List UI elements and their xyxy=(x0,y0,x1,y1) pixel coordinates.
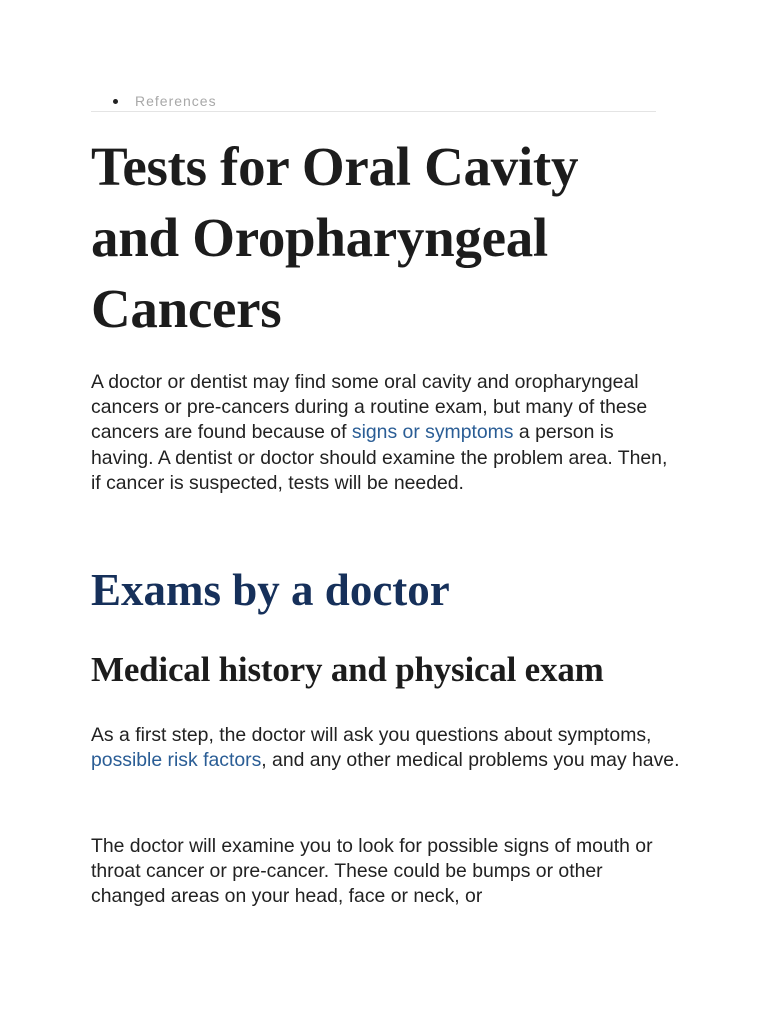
subsection-heading-medical-history: Medical history and physical exam xyxy=(91,650,604,689)
physical-exam-paragraph: The doctor will examine you to look for possible signs of mouth or throat cancer or pre-cancer. These could be bumps or other changed areas on your head, face or neck, or xyxy=(91,835,653,908)
paragraph-text-start: As a first step, the doctor will ask you questions about symptoms, xyxy=(91,724,652,746)
toc-link-references[interactable]: References xyxy=(135,93,217,109)
medical-history-paragraph xyxy=(91,723,681,773)
page-title: Tests for Oral Cavity and Oropharyngeal Cancers xyxy=(91,136,579,339)
possible-risk-factors-link[interactable]: possible risk factors xyxy=(91,749,262,772)
intro-text-start: A doctor or dentist may find some oral cavity and oropharyngeal cancers or pre-cancers during a routine exam, but many of these cancers are found because of xyxy=(91,371,648,444)
intro-text-end: a person is having. A dentist or doctor should examine the problem area. Then, if cancer is suspected, tests will be needed. xyxy=(91,421,668,494)
signs-or-symptoms-link[interactable]: signs or symptoms xyxy=(351,421,514,444)
bullet-icon xyxy=(113,99,118,104)
intro-paragraph xyxy=(91,370,681,496)
paragraph-text-end: , and any other medical problems you may have. xyxy=(261,749,680,772)
table-of-contents xyxy=(91,89,656,112)
section-heading-exams: Exams by a doctor xyxy=(91,565,450,615)
